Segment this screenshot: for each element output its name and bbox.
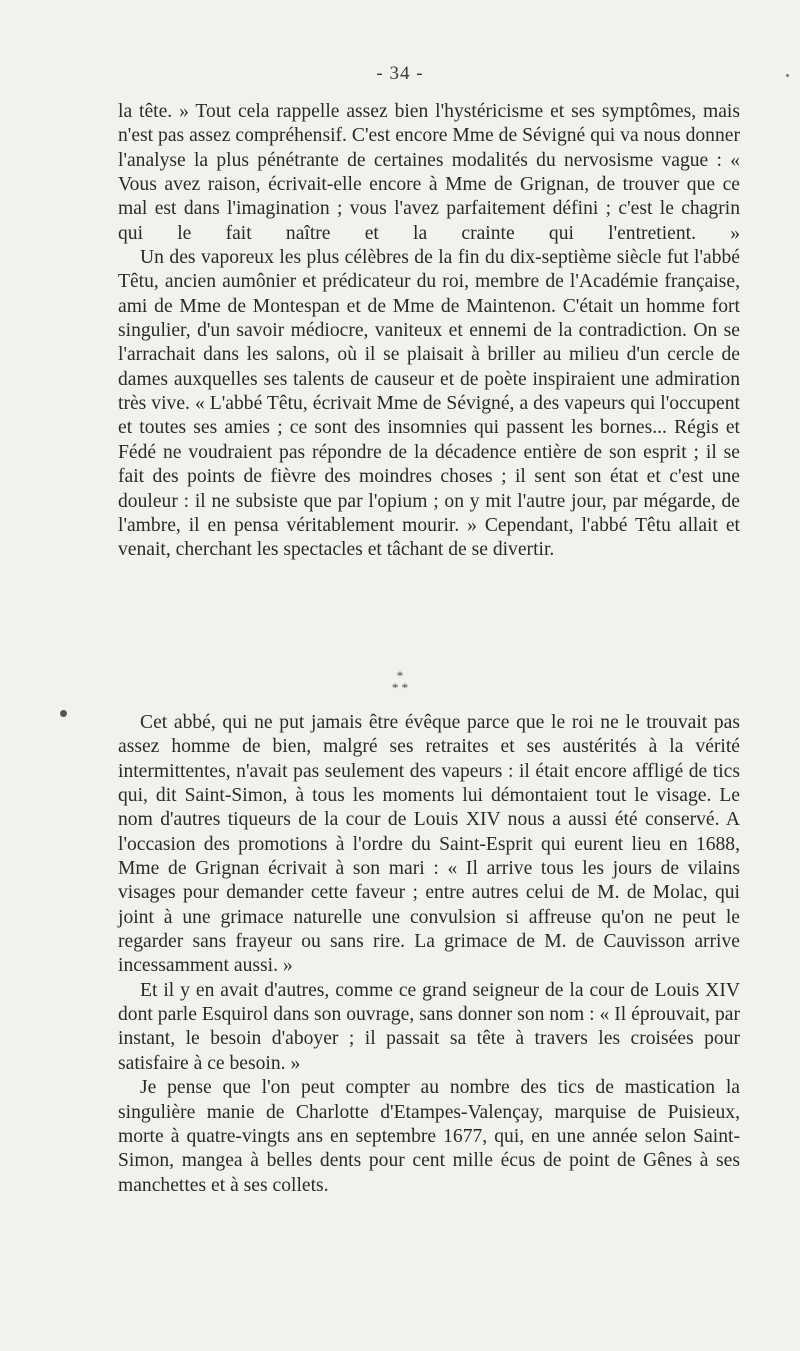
paragraph: Cet abbé, qui ne put jamais être évêque parce que le roi ne le trouvait pas assez homme de bien, malgré ses retraites et ses austérités à la vérité intermittentes, n'avait pas seulement des vapeurs : il était encore affligé de tics qui, dit Saint-Simon, à tous les moments lui démontaient tout le visage. Le nom d'autres tiqueurs de la cour de Louis XIV nous a aussi été conservé. A l'occasion des promotions à l'ordre du Saint-Esprit qui eurent lieu en 1688, Mme de Grignan écrivait à son mari : « Il arrive tous les jours de vilains visages pour demander cette faveur ; entre autres celui de M. de Molac, qui joint à une grimace naturelle une convulsion si affreuse qu'on ne peut le regarder sans frayeur ou sans rire. La grimace de M. de Cauvisson arrive incessamment aussi. »	[118, 712, 740, 977]
paragraph: la tête. » Tout cela rappelle assez bien l'hystéricisme et ses symptômes, mais n'est pas assez compréhensif. C'est encore Mme de Sévigné qui va nous donner l'analyse la plus pénétrante de certaines modalités du nervosisme vague : « Vous avez raison, écrivait-elle encore à Mme de Grignan, de trouver que ce mal est dans l'imagination ; vous l'avez parfaitement défini ; c'est le chagrin qui le fait naître et la crainte qui l'entretient. »	[118, 101, 740, 244]
separator-top-star: *	[396, 668, 404, 683]
text-block-1	[118, 100, 740, 563]
margin-bullet	[60, 710, 67, 717]
paragraph: Je pense que l'on peut compter au nombre des tics de mastication la singulière manie de Charlotte d'Etampes-Valençay, marquise de Puisieux, morte à quatre-vingts ans en septembre 1677, qui, en une année selon Saint-Simon, mangea à belles dents pour cent mille écus de point de Gênes à ses manchettes et à ses collets.	[118, 1077, 740, 1196]
paragraph: Un des vaporeux les plus célèbres de la fin du dix-septième siècle fut l'abbé Têtu, ancien aumônier et prédicateur du roi, membre de l'Académie française, ami de Mme de Montespan et de Mme de Maintenon. C'était un homme fort singulier, d'un savoir médiocre, vaniteux et ennemi de la contradiction. On se l'arrachait dans les salons, où il se plaisait à briller au milieu d'un cercle de dames auxquelles ses talents de causeur et de poète inspiraient une admiration très vive. « L'abbé Têtu, écrivait Mme de Sévigné, a des vapeurs qui l'occupent et toutes ses amies ; ce sont des insomnies qui passent les bornes... Régis et Fédé ne voudraient pas répondre de la décadence entière de son esprit ; il se fait des points de fièvre des moindres choses ; il sent son état et c'est une douleur : il ne subsiste que par l'opium ; on y mit l'autre jour, par mégarde, de l'ambre, il en pensa véritablement mourir. » Cependant, l'abbé Têtu allait et venait, cherchant les spectacles et tâchant de se divertir.	[118, 247, 740, 561]
paragraph: Et il y en avait d'autres, comme ce grand seigneur de la cour de Louis XIV dont parle Esquirol dans son ouvrage, sans donner son nom : « Il éprouvait, par instant, le besoin d'aboyer ; il passait sa tête à travers les croisées pour satisfaire à ce besoin. »	[118, 979, 740, 1074]
separator-bottom-stars: * *	[391, 680, 409, 695]
page-number: - 34 -	[376, 63, 424, 84]
margin-speck	[786, 74, 789, 77]
text-block-2	[118, 711, 740, 1198]
section-separator	[0, 670, 800, 694]
